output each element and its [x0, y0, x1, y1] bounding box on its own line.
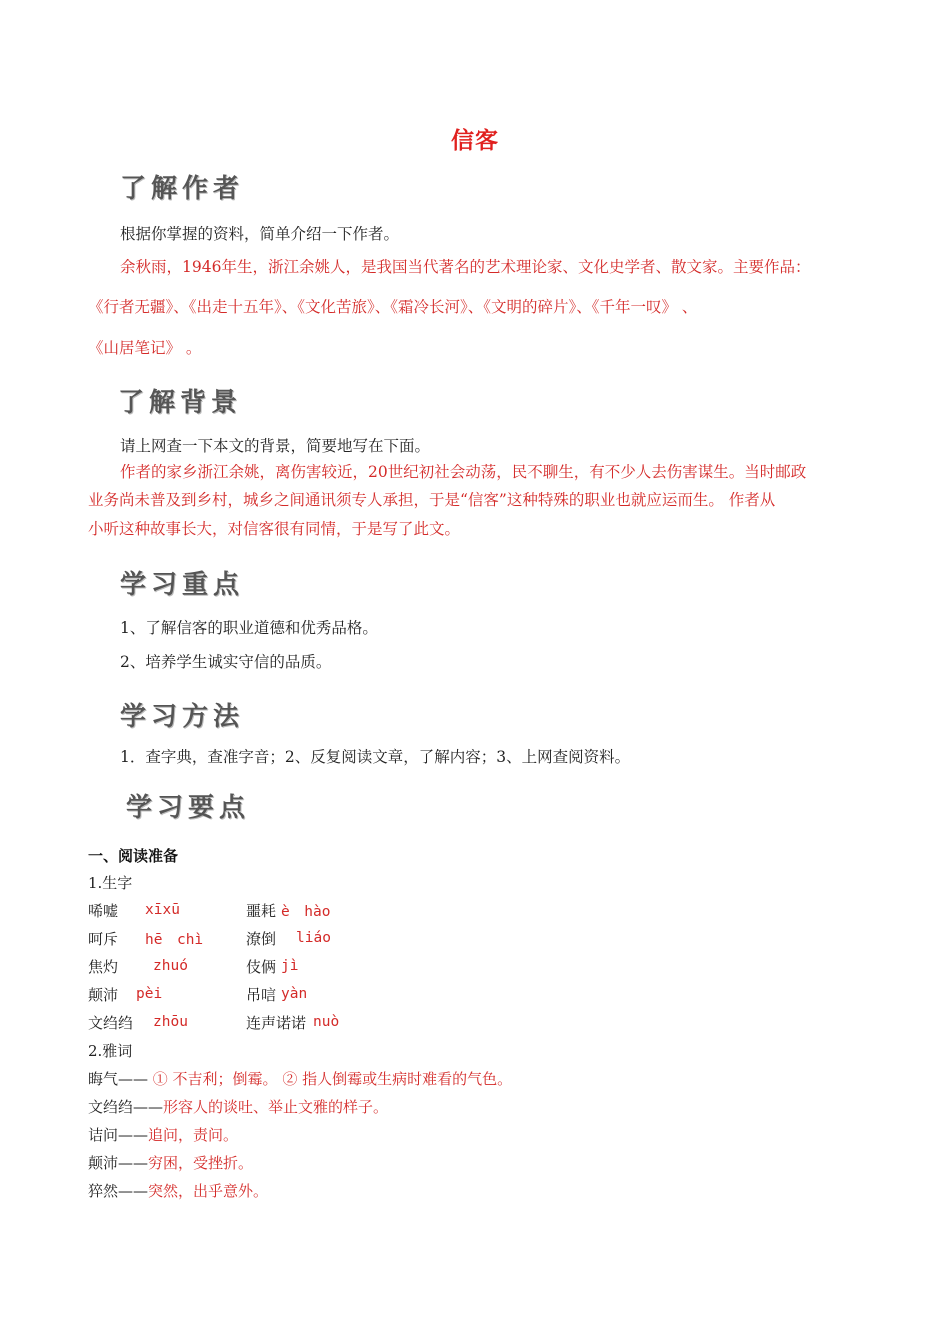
- focus-item-1: 1、了解信客的职业道德和优秀品格。: [120, 619, 378, 637]
- author-answer-line2: 《行者无疆》、《出走十五年》、《文化苦旅》、《霜冷长河》、《文明的碎片》、《千年一叹》 、: [88, 298, 698, 316]
- char-pinyin: yàn: [281, 986, 308, 1002]
- author-answer-line1: 余秋雨，1946年生，浙江余姚人，是我国当代著名的艺术理论家、文化史学者、散文家。主要作品：: [120, 258, 811, 276]
- char-pinyin: è hào: [281, 904, 331, 920]
- vocab-item: 颠沛——穷困，受挫折。: [88, 1154, 254, 1172]
- char-pinyin: liáo: [296, 930, 331, 946]
- chars-label: 1.生字: [88, 874, 133, 892]
- char-word: 文绉绉: [88, 1014, 134, 1032]
- section-heading-focus: 学习重点: [120, 570, 245, 600]
- char-pinyin: zhōu: [153, 1014, 188, 1030]
- focus-item-2: 2、培养学生诚实守信的品质。: [120, 653, 332, 671]
- section-heading-author: 了解作者: [120, 174, 245, 204]
- page-title: 信客: [451, 128, 499, 154]
- char-word: 连声诺诺: [246, 1014, 307, 1032]
- char-pinyin: jì: [281, 958, 299, 974]
- char-pinyin: pèi: [136, 986, 163, 1002]
- char-word: 唏嘘: [88, 902, 119, 920]
- char-word: 吊唁: [246, 986, 277, 1004]
- vocab-item: 文绉绉——形容人的谈吐、举止文雅的样子。: [88, 1098, 389, 1116]
- section-heading-points: 学习要点: [126, 793, 251, 823]
- char-pinyin: hē chì: [145, 932, 204, 948]
- char-word: 呵斥: [88, 930, 119, 948]
- section-heading-background: 了解背景: [118, 388, 243, 418]
- char-word: 伎俩: [246, 958, 277, 976]
- char-row: [88, 900, 118, 921]
- char-pinyin: xīxū: [145, 902, 180, 918]
- char-word: 焦灼: [88, 958, 119, 976]
- words-label: 2.雅词: [88, 1042, 133, 1060]
- section-heading-method: 学习方法: [120, 702, 245, 732]
- reading-heading: 一、阅读准备: [88, 847, 179, 865]
- char-word: 噩耗: [246, 902, 277, 920]
- background-answer-line2: 业务尚未普及到乡村，城乡之间通讯须专人承担，于是“信客”这种特殊的职业也就应运而生。 作者从: [88, 491, 776, 509]
- background-answer-line3: 小听这种故事长大，对信客很有同情，于是写了此文。: [88, 520, 461, 538]
- background-prompt: 请上网查一下本文的背景，简要地写在下面。: [120, 437, 431, 455]
- author-answer-line3: 《山居笔记》 。: [88, 339, 202, 357]
- vocab-item: 猝然——突然，出乎意外。: [88, 1182, 269, 1200]
- vocab-item: 诘问——追问，责问。: [88, 1126, 239, 1144]
- char-pinyin: zhuó: [153, 958, 188, 974]
- background-answer-line1: 作者的家乡浙江余姚，离伤害较近，20世纪初社会动荡，民不聊生，有不少人去伤害谋生。当时邮政: [120, 463, 807, 481]
- method-text: 1．查字典，查准字音；2、反复阅读文章，了解内容；3、上网查阅资料。: [120, 748, 631, 766]
- author-prompt: 根据你掌握的资料，简单介绍一下作者。: [120, 225, 400, 243]
- char-word: 潦倒: [246, 930, 277, 948]
- char-word: 颠沛: [88, 986, 119, 1004]
- char-pinyin: nuò: [313, 1014, 340, 1030]
- vocab-item: 晦气—— ① 不吉利；倒霉。 ② 指人倒霉或生病时难看的气色。: [88, 1070, 513, 1088]
